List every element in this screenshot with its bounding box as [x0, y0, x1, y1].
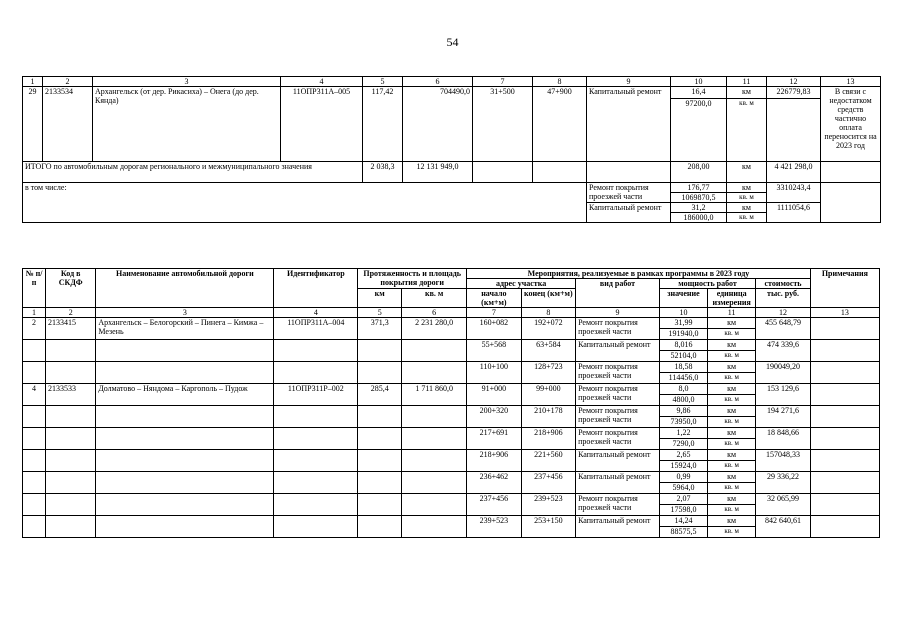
- table-row: 29 2133534 Архангельск (от дер. Рикасиха) – Онега (до дер. Кянда) 11ОПР311А–005 117,42 704490,0 31+500 47+900 Капитальный ремонт 16,4 км 226779,83 В связи с недостатком средств частично оплата переносится на 2023 год: [23, 87, 881, 99]
- table-row: 97200,0 кв. м: [23, 99, 881, 162]
- table-row: 200+320 210+178 Ремонт покрытия проезжей части 9,86 км 194 271,6: [23, 406, 880, 417]
- table-row: 236+462 237+456 Капитальный ремонт 0,99 км 29 336,22: [23, 472, 880, 483]
- table-row: 2 2133415 Архангельск – Белогорский – Пинега – Кимжа – Мезень 11ОПР311А–004 371,3 2 231 280,0 160+082 192+072 Ремонт покрытия проезжей части 31,99 км 455 648,79: [23, 318, 880, 329]
- table-row: 217+691 218+906 Ремонт покрытия проезжей части 1,22 км 18 848,66: [23, 428, 880, 439]
- road-name: Архангельск – Белогорский – Пинега – Кимжа – Мезень: [96, 318, 274, 340]
- table-continuation: 1 2 3 4 5 6 7 8 9 10 11 12 13 29 2133534 Архангельск (от дер. Рикасиха) – Онега (до дер. Кянда) 11ОПР311А–005 117,42 704490,0 31+500 47+900 Капитальный ремонт 16,4 км 226779,83 В связи с недостатком средств частично оплата переносится на 2023 год 97200,0 кв. м ИТОГО по автомобильным дорогам регионального и межмуниципального значения 2 038,3 12 131 949,0 208,00 км 4 421 298,0 в том числе: Ремонт покрытия проезжей части 176,77 км 3310243,4 1069870,5 кв. м Капитальный ремонт 31,2 км 1111054,6 186000,0 кв. м: [22, 76, 881, 223]
- table-row: 110+100 128+723 Ремонт покрытия проезжей части 18,58 км 190049,20: [23, 362, 880, 373]
- including-row: в том числе: Ремонт покрытия проезжей части 176,77 км 3310243,4: [23, 183, 881, 193]
- note-cell: В связи с недостатком средств частично оплата переносится на 2023 год: [821, 87, 881, 162]
- table-row: 218+906 221+560 Капитальный ремонт 2,65 км 157048,33: [23, 450, 880, 461]
- header-row: № п/п Код в СКДФ Наименование автомобильной дороги Идентификатор Протяженность и площадь покрытия дороги Мероприятия, реализуемые в рамках программы в 2023 году Примечания: [23, 269, 880, 279]
- table-roads: № п/п Код в СКДФ Наименование автомобильной дороги Идентификатор Протяженность и площадь покрытия дороги Мероприятия, реализуемые в рамках программы в 2023 году Примечания адрес участка вид работ мощность работ стоимость км кв. м начало (км+м) конец (км+м) значение единица измерения тыс. руб. 1 2 3 4 5 6 7 8 9 10 11 12 13 2 2133415 Архангельск – Белогорский – Пинега – Кимжа – Мезень 11ОПР311А–004 371,3 2 231 280,0 160+082 192+072 Ремонт покрытия проезжей части 31,99 км 455 648,79 191940,0 кв. м 55+568 63+584 Капитальный ремонт 8,016 км 474 339,6 52104,0 кв. м 110+100 128+723 Ремонт покрытия проезжей части 18,58 км 190049,20 114456,0 кв. м 4 2133533 Долматово – Няндома – Каргополь – Пудож 11ОПР311Р–002 285,4 1 711 860,0 91+000 99+000 Ремонт покрытия проезжей части 8,0 км 153 129,6 4800,0 кв. м 200+320 210+178 Ремонт покрытия проезжей части 9,86 км 194 271,6 73950,0 кв. м 217+691 218+906 Ремонт покрытия проезжей части 1,22 км 18 848,66 7290,0 кв. м 218+906 221+560 Капитальный ремонт 2,65 км 157048,33 15924,0 кв. м 236+462 237+456 Капитальный ремонт 0,99 км 29 336,22 5964,0 кв. м 237+456 239+523 Ремонт покрытия проезжей части 2,07 км 32 065,99 17598,0 кв. м 239+523 253+150 Капитальный ремонт 14,24 км 842 640,61 88575,5 кв. м: [22, 268, 880, 538]
- column-number-row: 1 2 3 4 5 6 7 8 9 10 11 12 13: [23, 77, 881, 87]
- table-row: 4 2133533 Долматово – Няндома – Каргополь – Пудож 11ОПР311Р–002 285,4 1 711 860,0 91+000 99+000 Ремонт покрытия проезжей части 8,0 км 153 129,6: [23, 384, 880, 395]
- table-row: 237+456 239+523 Ремонт покрытия проезжей части 2,07 км 32 065,99: [23, 494, 880, 505]
- road-name: Долматово – Няндома – Каргополь – Пудож: [96, 384, 274, 406]
- page-number: 54: [446, 35, 459, 49]
- table-row: 55+568 63+584 Капитальный ремонт 8,016 км 474 339,6: [23, 340, 880, 351]
- table-row: 239+523 253+150 Капитальный ремонт 14,24 км 842 640,61: [23, 516, 880, 527]
- column-number-row: 1 2 3 4 5 6 7 8 9 10 11 12 13: [23, 308, 880, 318]
- total-row: ИТОГО по автомобильным дорогам регионального и межмуниципального значения 2 038,3 12 131 949,0 208,00 км 4 421 298,0: [23, 162, 881, 183]
